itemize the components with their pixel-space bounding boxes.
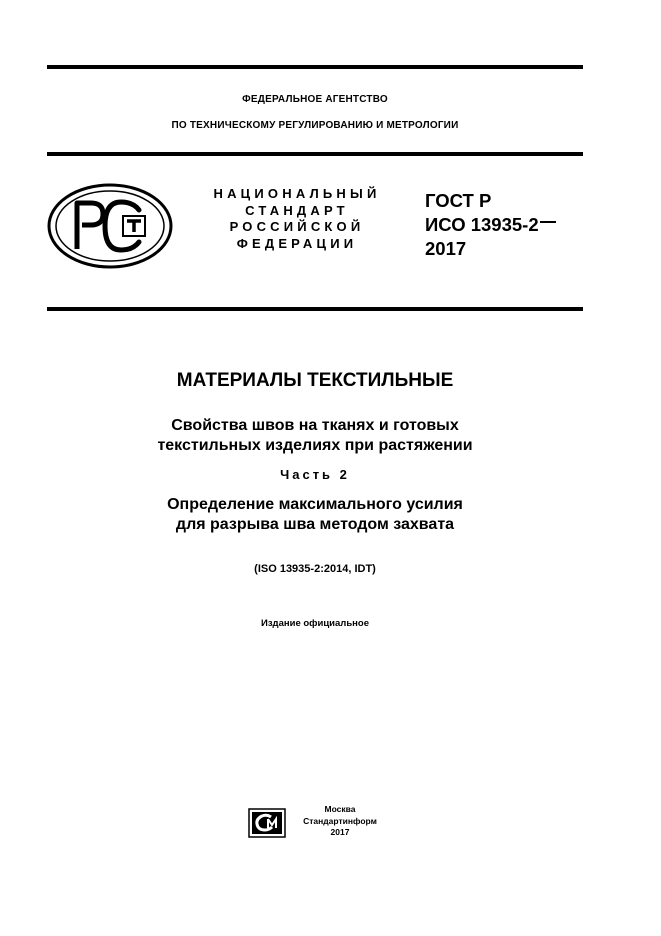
iso-reference: (ISO 13935-2:2014, IDT) [254, 563, 376, 575]
gost-r-logo-icon [47, 183, 173, 269]
subtitle-line-1: Свойства швов на тканях и готовых [171, 417, 459, 434]
publisher-city: Москва [324, 804, 356, 814]
designation-dash [540, 221, 556, 223]
subtitle-line-2: текстильных изделиях при растяжении [157, 437, 473, 454]
standard-line-2: СТАНДАРТ [245, 202, 349, 218]
top-rule [47, 65, 583, 69]
designation-line-2: ИСО 13935-2 [425, 214, 539, 235]
publisher-info [292, 804, 388, 839]
standard-line-3: РОССИЙСКОЙ [229, 219, 365, 234]
standard-line-1: НАЦИОНАЛЬНЫЙ [213, 186, 381, 201]
agency-name-line2: ПО ТЕХНИЧЕСКОМУ РЕГУЛИРОВАНИЮ И МЕТРОЛОГИИ [171, 120, 459, 131]
designation-year: 2017 [425, 238, 467, 259]
designation-line-1: ГОСТ Р [425, 190, 492, 211]
publisher-name: Стандартинформ [303, 815, 377, 826]
part-title-line-2: для разрыва шва методом захвата [175, 516, 455, 533]
agency-name-line1: ФЕДЕРАЛЬНОЕ АГЕНТСТВО [242, 94, 388, 105]
standard-designation [425, 189, 585, 261]
standard-line-4: ФЕДЕРАЦИИ [236, 235, 358, 251]
part-title-line-1: Определение максимального усилия [167, 496, 463, 513]
designation-line-2-wrap [425, 213, 585, 237]
part-label: Часть 2 [280, 467, 350, 482]
standartinform-logo-icon [248, 808, 286, 838]
header-bottom-rule [47, 152, 583, 156]
designation-bottom-rule [47, 307, 583, 311]
national-standard-label [208, 186, 386, 252]
edition-label: Издание официальное [261, 618, 369, 629]
publisher-year: 2017 [330, 827, 350, 837]
document-title: МАТЕРИАЛЫ ТЕКСТИЛЬНЫЕ [176, 370, 454, 391]
